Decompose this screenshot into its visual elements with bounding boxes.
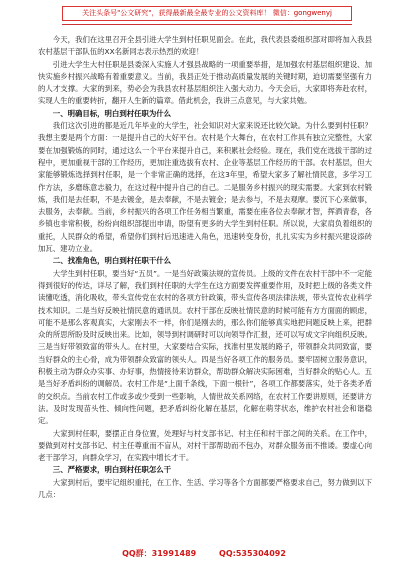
header-banner: 关注头条号"公文研究"，获得最新最全最专业的公文资料库！ 微信：gongwenyj: [62, 6, 352, 21]
page-footer: [0, 548, 408, 566]
qq-group-label: QQ群：31991489: [122, 549, 197, 558]
section-heading: 二、找准角色，明白到村任职干什么: [52, 256, 172, 266]
paragraph: 引进大学生大村任职是县委深入实施人才强县战略的一项重要举措，是加强农村基层组织建设、加快实施乡村振兴战略有着重要意义。当前，我县正处于推动高质量发展的关键时期，迫切需要坚强有力的人才支撑。大家的到来，势必会为我县农村基层组织注入强大动力。今天会后，大家即将奔赴农村，实现人生的重要转折，翻开人生新的篇章。借此机会，我讲三点意见，与大家共勉。: [38, 59, 372, 106]
document-body: [38, 34, 372, 546]
section-heading: 三、严格要求，明白到村任职怎么干: [52, 465, 172, 475]
paragraph: 大学生到村任职，要当好“五员”。一是当好政策法规的宣传员。上级的文件在农村干部中不一定能得到很好的传达，详尽了解，我们到村任职的大学生在这方面要发挥重要作用，及时把上级的各类文件读懂吃透，消化吸收，带头宣传党在农村的各项方针政策，带头宣传各项法律法规，带头宣传农业科学技术知识。二是当好反映社情民意的通讯员。农村干部在反映社情民意的时候可能有方方面面的顾虑，可能不是那么客观真实，大家刚去不一样，你们是刚去的，那么你们能够真实地把问题反映上来，把群众的所思所盼及时反映出来。比如，领导到村调研时可以向领导作汇报，还可以写成文字向组织反映。三是当好带领致富的带头人。在村里，大家要结合实际，找准村里发展的路子，带领群众共同致富，要当好群众的主心骨，成为带领群众致富的领头人。四是当好各项工作的服务员。要牢固树立服务意识，积极主动为群众办实事、办好事，热情接待来访群众，帮助群众解决实际困难，当好群众的贴心人。五是当好矛盾纠纷的调解员。农村工作是“上面千条线，下面一根针”，各项工作都要落实，处于各类矛盾的交织点。当前农村工作或多或少受到一些影响，人情世故关系网络，在农村工作要讲原则，还要讲方法。及时发现苗头性、倾向性问题，把矛盾纠纷化解在基层，化解在萌芽状态，维护农村社会和谐稳定。: [38, 268, 372, 426]
section-heading: 一、明确目标，明白到村任职为什么: [52, 108, 172, 118]
paragraph: 我们这次引进的都是近几年毕业的大学生，社会知识对大家来说还比较欠缺。为什么要到村任职？我想主要是两个方面：一是提升自己的大好平台。农村是个大舞台，在农村工作具有独立完整性，大家要在加强锻炼的同时，通过这么一个平台来提升自己，来积累社会经验。现在，我们党在选拔干部的过程中，更加重视干部的工作经历，更加注重选拔有农村、企业等基层工作经历的干部。农村基层，但大家能够锻炼选择到村任职，是一个非常正确的选择，在这3年里，希望大家多了解社情民意，多学习工作方法，多磨练意志毅力，在这过程中提升自己的自己。二是服务乡村振兴的现实需要。大家到农村锻炼，我们是去任职，不是去镀金，是去奉献，不是去镀金；是去参与，不是去观摩。要沉下心来做事，去服务，去奉献。当前，乡村振兴的各项工作任务相当繁重，需要在座各位去奉献才智，挥洒青春，各乡镇也非常积极，纷纷向组织部提出申请，盼望有更多的大学生到村任职。所以说，大家肩负着组织的重托，人民群众的希望，希望你们到村后迅速进入角色，迅速转变身份，扎扎实实为乡村振兴建设添砖加瓦、建功立业。: [38, 121, 372, 254]
paragraph: 大家到村任职，要摆正自身位置，处理好与村支部书记、村主任和村干部之间的关系。在工作中，要做到对村支部书记、村主任尊重而不盲从，对村干部帮助而不包办，对群众服务而不推诿。要虚心向老干部学习，向群众学习，在实践中增长才干。: [38, 428, 372, 463]
paragraph: 今天，我们在这里召开全县引进大学生到村任职见面会。在此，我代表县委组织部对即将加入我县农村基层干部队伍的XX名新同志表示热烈的欢迎！: [38, 35, 372, 57]
header-divider: [62, 24, 352, 25]
qq-contact-label: QQ:535304092: [219, 549, 286, 558]
paragraph: 大家到村后，要牢记组织重托，在工作、生活、学习等各个方面都要严格要求自己，努力做到以下几点：: [38, 477, 372, 499]
